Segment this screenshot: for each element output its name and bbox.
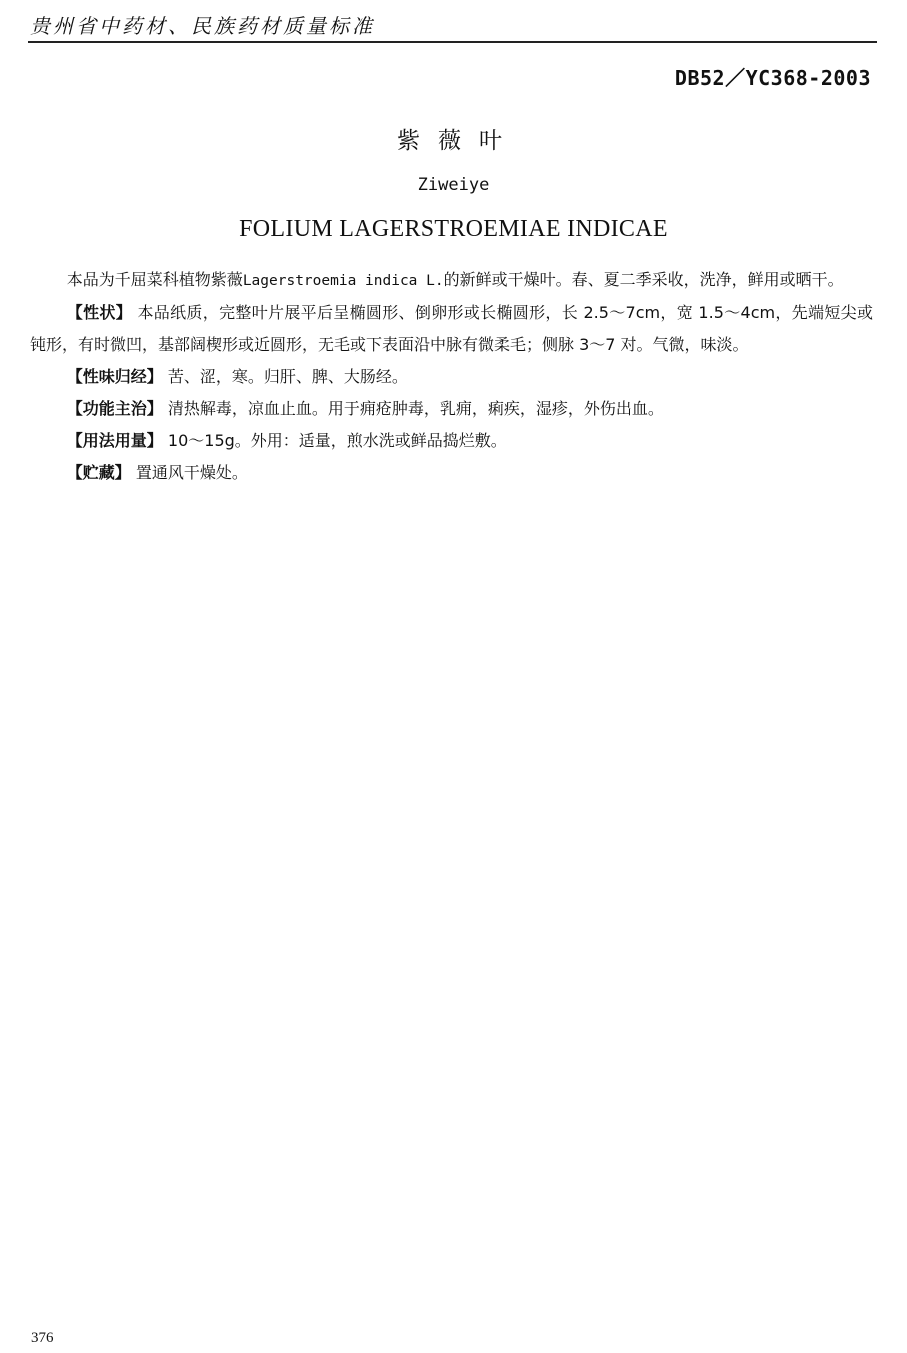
characters-text: 本品纸质，完整叶片展平后呈椭圆形、倒卵形或长椭圆形，长 2.5～7cm，宽 1.5～4cm，先端短尖或钝形，有时微凹，基部阔楔形或近圆形，无毛或下表面沿中脉有微柔毛；侧脉 3～7 对。气微，味淡。 — [30, 303, 873, 354]
nature-meridian-label: 【性味归经】 — [66, 367, 163, 386]
intro-after: 的新鲜或干燥叶。春、夏二季采收，洗净，鲜用或晒干。 — [443, 270, 844, 289]
header-rule — [28, 41, 877, 43]
characters-label: 【性状】 — [66, 303, 133, 322]
usage-dosage-label: 【用法用量】 — [66, 431, 163, 450]
characters-paragraph — [30, 297, 873, 361]
running-head: 贵州省中药材、民族药材质量标准 — [30, 14, 375, 38]
functions-text: 清热解毒，凉血止血。用于痈疮肿毒，乳痈，痢疾，湿疹，外伤出血。 — [167, 399, 664, 418]
title-latin: FOLIUM LAGERSTROEMIAE INDICAE — [239, 216, 668, 242]
storage-label: 【贮藏】 — [66, 463, 131, 482]
standard-code: DB52／YC368-2003 — [674, 66, 871, 90]
intro-paragraph — [30, 264, 873, 297]
title-chinese: 紫薇叶 — [397, 128, 520, 154]
latin-species-name: Lagerstroemia indica L. — [242, 273, 444, 289]
title-pinyin: Ziweiye — [417, 175, 490, 195]
functions-paragraph — [30, 393, 873, 425]
functions-label: 【功能主治】 — [66, 399, 163, 418]
storage-text: 置通风干燥处。 — [135, 463, 248, 482]
monograph-body — [30, 264, 873, 489]
usage-dosage-paragraph — [30, 425, 873, 457]
nature-meridian-paragraph — [30, 361, 873, 393]
page-number: 376 — [31, 1330, 54, 1346]
storage-paragraph — [30, 457, 873, 489]
nature-meridian-text: 苦、涩，寒。归肝、脾、大肠经。 — [167, 367, 408, 386]
intro-before: 本品为千屈菜科植物紫薇 — [66, 270, 243, 289]
usage-dosage-text: 10～15g。外用：适量，煎水洗或鲜品捣烂敷。 — [167, 431, 507, 450]
